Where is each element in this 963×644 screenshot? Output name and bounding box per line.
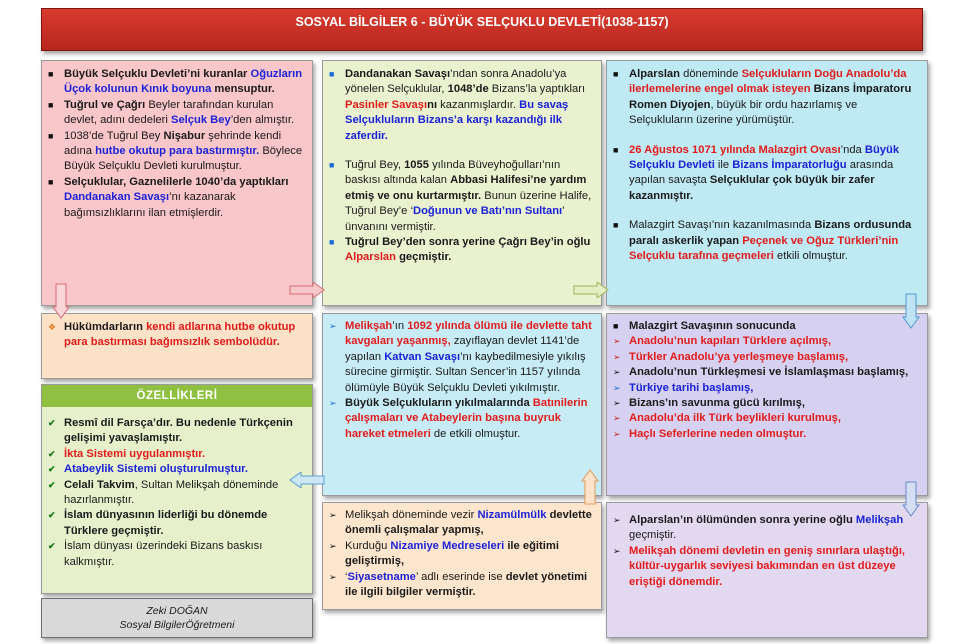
box-yikilis [322, 313, 602, 496]
box9-list [607, 513, 921, 590]
arrow-down-icon [52, 283, 70, 319]
list-item [607, 334, 921, 349]
text-segment: Dandanakan Savaşı [64, 191, 170, 204]
author-box [41, 598, 313, 638]
bullet-icon: ➢ [613, 351, 621, 362]
box-malazgirt [606, 60, 928, 306]
list-item [42, 129, 306, 175]
bullet-icon: ■ [613, 321, 619, 331]
text-segment: Beyler tarafından kurulan devlet, adını dedeleri [64, 98, 274, 127]
list-item [323, 235, 595, 266]
text-segment: 1055 [404, 159, 429, 172]
arrow-down-icon [902, 293, 920, 329]
text-segment: Tuğrul ve Çağrı [64, 98, 146, 111]
text-segment: Peçenek ve Oğuz Türkleri’nin Selçuklu tarafına geçmeleri [629, 234, 899, 263]
bullet-icon: ✔ [48, 479, 56, 490]
text-segment: Böylece Büyük Selçuklu Devleti kurulmuştur. [64, 145, 303, 173]
text-segment: , büyük bir ordu hazırlamış ve Selçukluların üzerine yürümüştür. [629, 98, 858, 127]
text-segment: Anadolu’nun kapıları Türklere açılmış, [629, 335, 832, 348]
text-segment: Hükümdarların [64, 321, 147, 333]
list-item [607, 427, 921, 442]
list-item [323, 539, 595, 570]
text-segment: Selçuklular, Gaznelilerle 1040’da yaptıkları [64, 175, 289, 188]
text-segment: İkta Sistemi uygulanmıştır. [64, 447, 206, 460]
text-segment: Selçuk Bey [170, 114, 231, 127]
box-meliksah [606, 502, 928, 638]
text-segment: Bunun üzerine Halife, Tuğrul Bey’e ‘ [345, 189, 592, 218]
box-ozellikler [41, 384, 313, 594]
bullet-icon: ➢ [613, 428, 621, 439]
text-segment: geçmiştir. [629, 529, 677, 542]
list-item [42, 462, 312, 477]
bullet-icon: ➢ [613, 413, 621, 424]
bullet-icon: ✔ [48, 510, 56, 521]
bullet-icon: ➢ [613, 382, 621, 393]
text-segment: şehrinde kendi adına [64, 129, 282, 158]
arrow-right-icon [573, 282, 609, 298]
arrow-down-icon [902, 481, 920, 517]
text-segment: Malazgirt Savaşının sonucunda [629, 320, 796, 332]
author-role: Sosyal BilgilerÖğretmeni [119, 619, 235, 631]
text-segment: ’ın [392, 320, 408, 332]
text-segment: Melikşah [345, 320, 393, 332]
text-segment: Nişabur [163, 129, 206, 142]
bullet-icon: ■ [613, 144, 619, 155]
bullet-icon: ✔ [48, 541, 56, 552]
text-segment: Kurduğu [345, 539, 391, 552]
text-segment: nı [427, 98, 438, 111]
text-segment: Melikşah döneminde vezir [345, 509, 478, 521]
bullet-icon: ➢ [613, 336, 621, 347]
text-segment: Resmî dil Farsça’dır. Bu nedenle Türkçenin gelişimi yavaşlamıştır. [64, 417, 293, 445]
text-segment: Haçlı Seferlerine neden olmuştur. [629, 427, 807, 440]
text-segment: Anadolu’da ilk Türk beylikleri kurulmuş, [629, 412, 841, 425]
text-segment: Alparslan [345, 251, 396, 264]
box-hutbe-sembol [41, 313, 313, 379]
text-segment: Celali Takvim [64, 478, 135, 491]
text-segment: Dandanakan Savaşı [345, 68, 451, 80]
text-segment: Tuğrul Bey, [345, 159, 405, 172]
text-segment: Pasinler Savaşı [345, 98, 428, 111]
list-item [42, 416, 312, 447]
bullet-icon: ➢ [329, 571, 337, 582]
bullet-icon: ■ [329, 160, 335, 171]
text-segment: ’ ünvanını vermiştir. [345, 205, 565, 233]
text-segment: Alparslan [629, 68, 680, 80]
text-segment: Büyük Selçuklu Devleti [629, 143, 900, 172]
text-segment: ’nda [840, 143, 865, 156]
text-segment: Bizans İmparatorluğu [732, 159, 847, 172]
text-segment: ‘ [345, 570, 348, 583]
list-item [607, 319, 921, 334]
list-item [607, 67, 921, 129]
text-segment: ’ adlı eserinde ise [415, 570, 506, 583]
text-segment: Bizans’la yaptıkları [488, 83, 586, 96]
list-item [607, 544, 921, 590]
text-segment: 1092 yılında ölümü ile devlette taht kavgaları yaşanmış, [345, 320, 592, 348]
text-segment: Atabeylik Sistemi oluşturulmuştur. [64, 463, 249, 476]
bullet-icon: ➢ [329, 510, 337, 520]
text-segment: Katvan Savaşı [384, 350, 461, 363]
box2-list [323, 67, 595, 266]
bullet-icon: ➢ [613, 398, 621, 409]
box4-list [42, 320, 306, 351]
list-item [42, 98, 306, 129]
list-item [323, 319, 595, 396]
bullet-icon: ■ [48, 130, 54, 141]
text-segment: devlet yönetimi ile ilgili bilgiler vermiştir. [345, 570, 588, 599]
bullet-icon: ➢ [329, 398, 337, 409]
arrow-up-icon [581, 469, 599, 505]
list-item [607, 365, 921, 380]
bullet-icon: ■ [48, 99, 54, 110]
box1-list [42, 67, 306, 221]
text-segment: Doğunun ve Batı’nın Sultanı [412, 205, 563, 218]
text-segment: Alparslan’ın ölümünden sonra yerine oğlu [629, 514, 856, 526]
bullet-icon: ■ [329, 69, 335, 79]
list-item [607, 513, 921, 544]
text-segment: Oğuzların Üçok kolunun Kınık boyuna [64, 68, 303, 96]
text-segment: ile [714, 159, 733, 172]
bullet-icon: ➢ [329, 540, 337, 551]
text-segment: Selçukluların Doğu Anadolu’da ilerlemelerine engel olmak isteyen [629, 68, 907, 96]
text-segment: Türkiye tarihi başlamış, [629, 381, 754, 394]
text-segment: hutbe okutup para bastırmıştır. [95, 145, 260, 158]
text-segment: mensuptur. [211, 83, 275, 96]
text-segment: Bu savaş Selçukluların Bizans’a karşı kazandığı ilk zaferdir. [345, 98, 569, 142]
text-segment: Selçuklular çok büyük bir zafer kazanmıştır. [629, 174, 875, 202]
box5-list [323, 319, 595, 442]
box7-list [42, 416, 312, 570]
bullet-icon: ➢ [613, 367, 621, 378]
arrow-right-icon [289, 282, 325, 298]
text-segment: İslam dünyasının liderliği bu dönemde Türklere geçmiştir. [64, 509, 268, 537]
text-segment: Melikşah dönemi devletin en geniş sınırlara ulaştığı, kültür-uygarlık seviyesi bakımından en üst düzeye eriştiği dönemdir. [629, 544, 906, 588]
bullet-icon: ■ [48, 176, 54, 187]
list-item [42, 175, 306, 221]
box6-list [607, 319, 921, 442]
text-segment: ’den almıştır. [230, 114, 295, 127]
bullet-icon: ✔ [48, 448, 56, 459]
page-title: SOSYAL BİLGİLER 6 - BÜYÜK SELÇUKLU DEVLETİ(1038-1157) [41, 8, 923, 51]
list-item [42, 508, 312, 539]
text-segment: yılında Büveyhoğulları’nın baskısı altında kalan [345, 159, 561, 187]
list-item [607, 381, 921, 396]
text-segment: Bizans’ın savunma gücü kırılmış, [629, 397, 805, 410]
text-segment: Nizamiye Medreseleri [390, 539, 505, 552]
text-segment: Nizamülmülk [477, 509, 547, 521]
text-segment: Bizans ordusunda paralı askerlik yapan [629, 219, 912, 247]
box3-list [607, 67, 921, 264]
text-segment: Tuğrul Bey’den sonra yerine Çağrı Bey’in oğlu [345, 236, 591, 249]
text-segment: kazanmışlardır. [437, 98, 520, 111]
text-segment: 1048’de [447, 83, 489, 96]
list-item [42, 447, 312, 462]
bullet-icon: ■ [48, 69, 54, 79]
text-segment: Abbasi Halifesi’ne yardım etmiş ve onu kurtarmıştır. [345, 174, 587, 202]
text-segment: devlette önemli çalışmalar yapmış, [345, 509, 592, 537]
text-segment: Türkler Anadolu’ya yerleşmeye başlamış, [629, 350, 849, 363]
box8-list [323, 508, 595, 600]
text-segment: kendi adlarına hutbe okutup para bastırması bağımsızlık sembolüdür. [64, 321, 296, 349]
bullet-icon: ❖ [48, 322, 57, 332]
text-segment: ’ndan sonra Anadolu’ya yönelen Selçuklular, [345, 68, 567, 96]
text-segment: etkili olmuştur. [773, 250, 848, 263]
text-segment: döneminde [679, 68, 742, 80]
arrow-left-icon [289, 472, 325, 488]
text-segment: ile eğitimi geliştirmiş, [345, 539, 559, 568]
list-item [323, 570, 595, 601]
text-segment: Büyük Selçukluların yıkılmalarında [345, 397, 533, 410]
box-kurulus [41, 60, 313, 306]
list-item [607, 396, 921, 411]
text-segment: Bizans İmparatoru Romen Diyojen [629, 83, 912, 111]
text-segment: 1038’de Tuğrul Bey [64, 129, 164, 142]
text-segment: geçmiştir. [395, 251, 452, 264]
list-item [607, 411, 921, 426]
text-segment: zayıflayan devlet 1141’de yapılan [345, 335, 580, 363]
bullet-icon: ✔ [48, 464, 56, 475]
text-segment: arasında yapılan savaşta [629, 159, 894, 187]
text-segment: Melikşah [855, 514, 904, 526]
list-item [42, 478, 312, 509]
text-segment: Batınilerin çalışmaları ve Atabeylerin başına buyruk hareket etmeleri [345, 397, 588, 440]
text-segment: 26 Ağustos 1071 yılında Malazgirt Ovası [629, 143, 841, 156]
list-item [607, 218, 921, 264]
list-item [42, 67, 306, 98]
list-item [42, 539, 312, 570]
text-segment: ’nı kazanarak bağımsızlıklarını ilan etmişlerdir. [64, 191, 236, 219]
bullet-icon: ■ [329, 237, 335, 248]
bullet-icon: ■ [613, 220, 619, 231]
box-nizamulmulk [322, 502, 602, 610]
text-segment: İslam dünyası üzerindeki Bizans baskısı kalkmıştır. [64, 540, 263, 568]
bullet-icon: ➢ [329, 321, 337, 331]
list-item [323, 508, 595, 539]
bullet-icon: ➢ [613, 545, 621, 556]
bullet-icon: ➢ [613, 515, 621, 525]
list-item [607, 350, 921, 365]
list-item [323, 396, 595, 442]
list-item [323, 158, 595, 235]
text-segment: Siyasetname [347, 570, 416, 583]
text-segment: de etkili olmuştur. [430, 427, 521, 440]
author-name: Zeki DOĞAN [146, 605, 208, 617]
bullet-icon: ✔ [48, 418, 56, 428]
text-segment: Büyük Selçuklu Devleti’ni kuranlar [64, 68, 251, 80]
list-item [323, 67, 595, 144]
text-segment: Malazgirt Savaşı’nın kazanılmasında [629, 219, 815, 232]
box-malazgirt-sonuc [606, 313, 928, 496]
list-item [42, 320, 306, 351]
text-segment: , Sultan Melikşah döneminde hazırlanmıştır. [64, 478, 279, 507]
list-item [607, 143, 921, 205]
box-tugrul-bey [322, 60, 602, 306]
bullet-icon: ■ [613, 69, 619, 79]
text-segment: ’nı kaybedilmesiyle yıkılış sürecine girmiştir. Sultan Sencer’in 1157 yılında ölümüyle Büyük Selçuklu Devleti yıkılmıştır. [345, 350, 586, 394]
ozellikler-header: ÖZELLİKLERİ [42, 385, 312, 407]
text-segment: Anadolu’nun Türkleşmesi ve İslamlaşması başlamış, [629, 366, 909, 379]
